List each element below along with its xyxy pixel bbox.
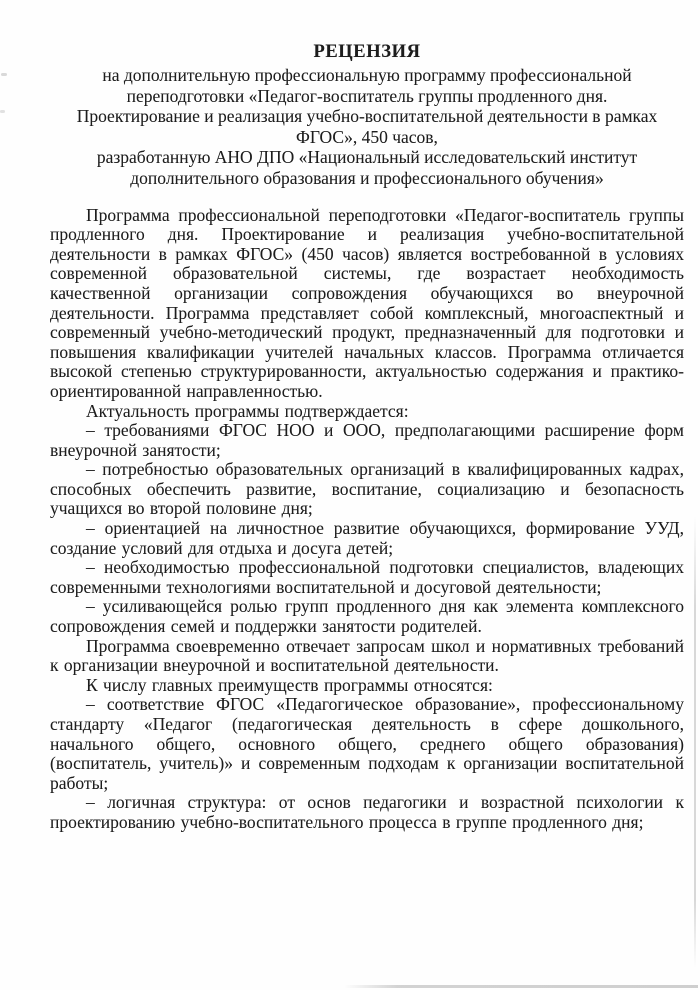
subtitle-line: переподготовки «Педагог-воспитатель группы продленного дня.: [126, 85, 608, 106]
document-content: [50, 42, 684, 833]
scan-artifact-right-edge: [694, 516, 696, 968]
bullet-fgos-compliance: – соответствие ФГОС «Педагогическое образование», профессиональному стандарту «Педагог (педагогическая деятельность в сфере дошкольного, начального общего, основного общего, среднего общего образования) (воспитатель, учитель)» и современным подходам к организации воспитательной работы;: [50, 694, 684, 793]
scan-artifact-speck: [0, 110, 5, 113]
bullet-logical-structure: – логичная структура: от основ педагогики и возрастной психологии к проектированию учебно-воспитательного процесса в группе продленного дня;: [50, 792, 684, 832]
heading-relevance: Актуальность программы подтверждается:: [86, 400, 409, 421]
paragraph-program-response: Программа своевременно отвечает запросам школ и нормативных требований к организации внеурочной и воспитательной деятельности.: [50, 635, 684, 676]
subtitle-line: разработанную АНО ДПО «Национальный исследовательский институт: [96, 147, 638, 168]
document-body: [50, 206, 684, 833]
subtitle-line: ФГОС», 450 часов,: [296, 126, 438, 147]
bullet-extended-day-role: – усиливающейся ролью групп продленного дня как элемента комплексного сопровождения семей и поддержки занятости родителей.: [50, 596, 684, 637]
subtitle-line: дополнительного образования и профессионального обучения»: [130, 167, 604, 188]
bullet-personal-development: – ориентацией на личностное развитие обучающихся, формирование УУД, создание условий для отдыха и досуга детей;: [50, 518, 684, 558]
bullet-specialist-training: – необходимостью профессиональной подготовки специалистов, владеющих современными технологиями воспитательной и досуговой деятельности;: [50, 557, 684, 597]
subtitle-line: на дополнительную профессиональную программу профессиональной: [102, 65, 632, 85]
subtitle-line: Проектирование и реализация учебно-воспитательной деятельности в рамках: [76, 106, 658, 127]
heading-advantages: К числу главных преимуществ программы относятся:: [86, 674, 493, 695]
bullet-qualified-staff: – потребностью образовательных организаций в квалифицированных кадрах, способных обеспечить развитие, воспитание, социализацию и безопасность учащихся во второй половине дня;: [50, 459, 684, 519]
scan-artifact-bottom-edge: [344, 985, 698, 988]
bullet-fgos-noo-ooo: – требованиями ФГОС НОО и ООО, предполагающими расширение форм внеурочной занятости;: [50, 420, 684, 460]
paragraph-program-description: Программа профессиональной переподготовки «Педагог-воспитатель группы продленного дня. Проектирование и реализация учебно-воспитательной деятельности в рамках ФГОС» (450 часов) является востребованной в условиях современной образовательной системы, где возрастает необходимость качественной организации сопровождения обучающихся во внеурочной деятельности. Программа представляет собой комплексный, многоаспектный и современный учебно-методический продукт, предназначенный для подготовки и повышения квалификации учителей начальных классов. Программа отличается высокой степенью структурированности, актуальностью содержания и практико-ориентированной направленностью.: [50, 204, 684, 401]
document-title: РЕЦЕНЗИЯ: [313, 42, 421, 62]
document-subtitle: [50, 65, 684, 189]
scan-artifact-speck: [1, 73, 7, 76]
